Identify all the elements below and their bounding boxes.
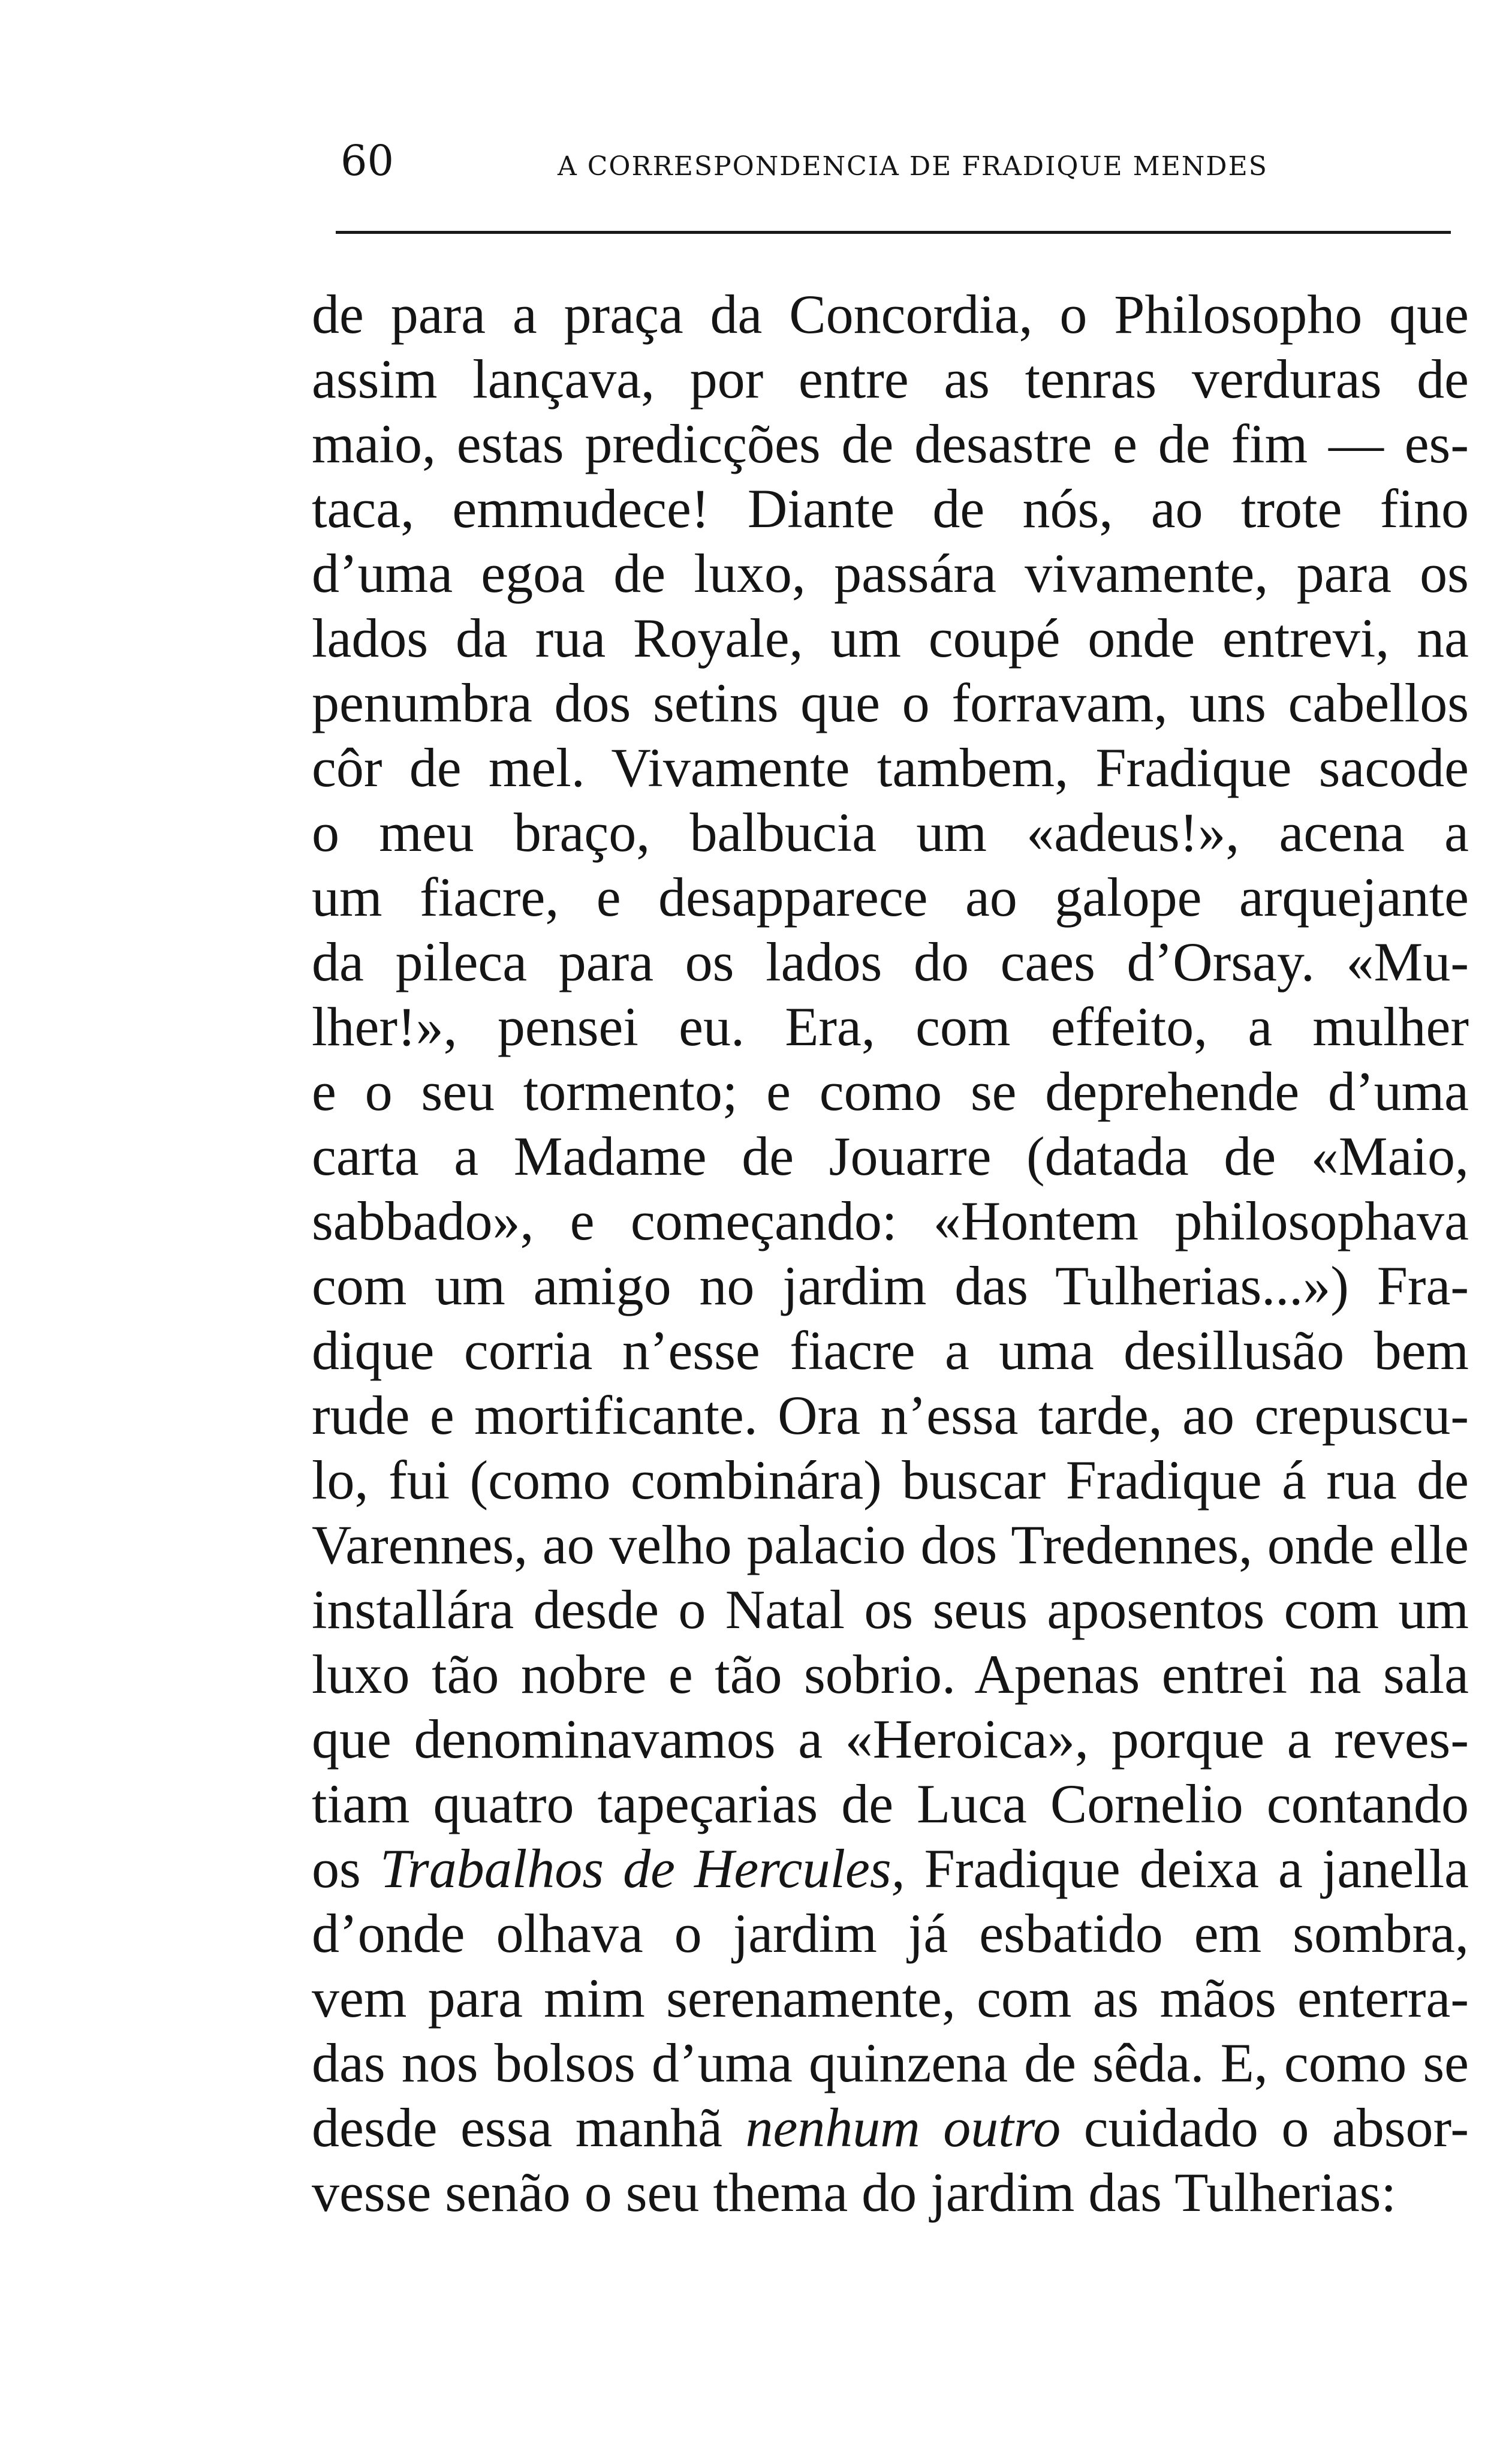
text-segment: Fradique deixa a janella [905, 1838, 1469, 1899]
italic-title: Trabalhos de Hercules, [379, 1838, 905, 1899]
text-segment: os [312, 1838, 380, 1899]
text-line [312, 2095, 1469, 2160]
text-segment: desde essa manhã [312, 2097, 746, 2158]
text-line: com um amigo no jardim das Tulherias...») Fra- [312, 1255, 1469, 1316]
text-line: o meu braço, balbucia um «adeus!», acena a [312, 802, 1469, 863]
text-line: d’uma egoa de luxo, passára vivamente, para os [312, 543, 1469, 604]
text-line [312, 1836, 1469, 1901]
page-header [336, 129, 1451, 195]
text-line: da pileca para os lados do caes d’Orsay. «Mu- [312, 931, 1469, 992]
running-title: A CORRESPONDENCIA DE FRADIQUE MENDES [558, 151, 1268, 182]
text-line: penumbra dos setins que o forravam, uns cabellos [312, 672, 1469, 733]
text-line: lados da rua Royale, um coupé onde entrevi, na [312, 607, 1469, 669]
text-line: vesse senão o seu thema do jardim das Tulherias: [312, 2162, 1397, 2223]
text-line: de para a praça da Concordia, o Philosopho que [312, 284, 1469, 345]
text-line: tiam quatro tapeçarias de Luca Cornelio contando [312, 1773, 1469, 1834]
text-line: dique corria n’esse fiacre a uma desillusão bem [312, 1320, 1469, 1381]
text-line: installára desde o Natal os seus aposentos com um [312, 1579, 1469, 1640]
text-line: côr de mel. Vivamente tambem, Fradique sacode [312, 737, 1469, 798]
text-line: e o seu tormento; e como se deprehende d’uma [312, 1061, 1469, 1122]
text-line: sabbado», e começando: «Hontem philosophava [312, 1190, 1469, 1251]
text-line: lo, fui (como combinára) buscar Fradique á rua de [312, 1449, 1469, 1511]
text-line: que denominavamos a «Heroica», porque a reves- [312, 1708, 1469, 1770]
text-line: das nos bolsos d’uma quinzena de sêda. E, como se [312, 2032, 1469, 2093]
text-line: um fiacre, e desapparece ao galope arquejante [312, 867, 1469, 928]
text-line: d’onde olhava o jardim já esbatido em sombra, [312, 1903, 1469, 1964]
text-line: luxo tão nobre e tão sobrio. Apenas entrei na sala [312, 1644, 1469, 1705]
header-rule [336, 231, 1451, 234]
text-line: Varennes, ao velho palacio dos Tredennes, onde elle [312, 1514, 1469, 1575]
text-line: assim lançava, por entre as tenras verduras de [312, 348, 1469, 410]
page-number: 60 [341, 136, 394, 185]
italic-emphasis: nenhum outro [745, 2097, 1061, 2158]
text-line: maio, estas predicções de desastre e de fim — es- [312, 413, 1469, 474]
text-line: taca, emmudece! Diante de nós, ao trote fino [312, 478, 1469, 539]
text-line: rude e mortificante. Ora n’essa tarde, ao crepuscu- [312, 1385, 1469, 1446]
text-line: lher!», pensei eu. Era, com effeito, a mulher [312, 996, 1469, 1057]
body-text [312, 282, 1469, 2225]
text-segment: cuidado o absor- [1061, 2097, 1469, 2158]
text-line: carta a Madame de Jouarre (datada de «Maio, [312, 1126, 1469, 1187]
text-line: vem para mim serenamente, com as mãos enterra- [312, 1967, 1469, 2029]
